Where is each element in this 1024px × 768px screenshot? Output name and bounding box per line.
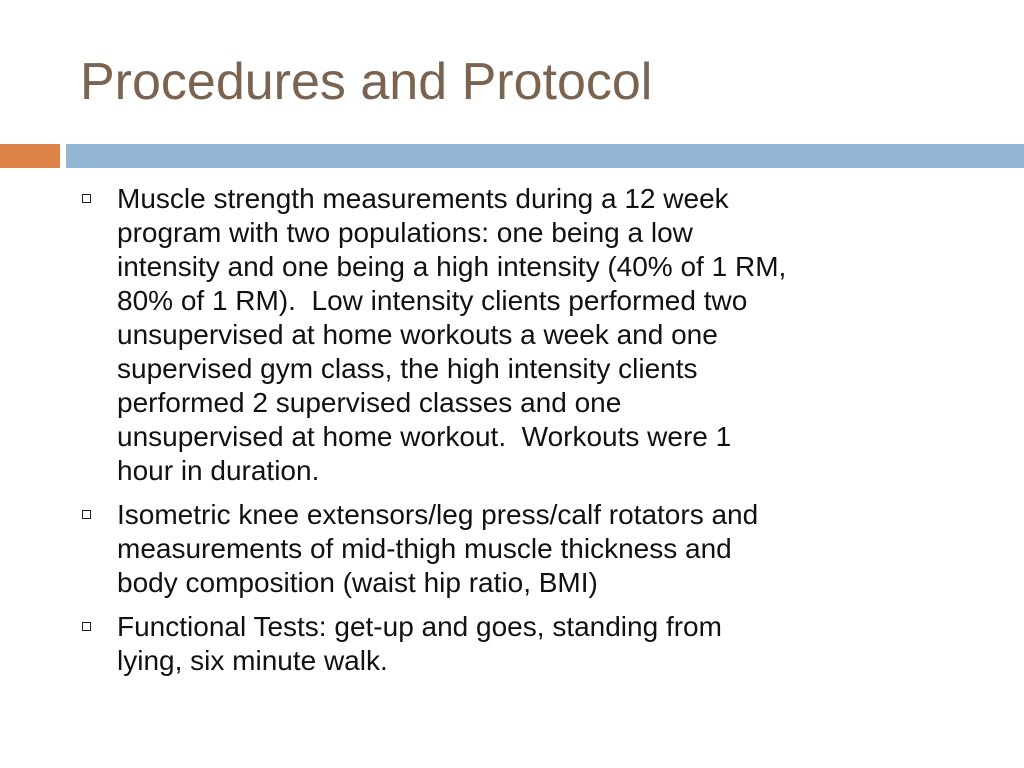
bullet-line: unsupervised at home workouts a week and one [117, 319, 718, 350]
hollow-square-bullet-icon [82, 194, 91, 203]
hollow-square-bullet-icon [82, 622, 91, 631]
bullet-list [82, 182, 982, 688]
bullet-line: supervised gym class, the high intensity clients [117, 353, 698, 384]
bullet-text [117, 498, 982, 600]
slide-title: Procedures and Protocol [80, 53, 653, 111]
bullet-line: lying, six minute walk. [117, 645, 388, 676]
title-accent-bar-blue [66, 144, 1024, 168]
bullet-line: Functional Tests: get-up and goes, standing from [117, 611, 722, 642]
bullet-line: intensity and one being a high intensity (40% of 1 RM, [117, 251, 787, 282]
bullet-line: unsupervised at home workout. Workouts were 1 [117, 421, 732, 452]
title-accent-bar-orange [0, 144, 60, 168]
bullet-line: Muscle strength measurements during a 12 week [117, 183, 729, 214]
bullet-line: measurements of mid-thigh muscle thickness and [117, 533, 732, 564]
bullet-line: program with two populations: one being a low [117, 217, 693, 248]
bullet-item-measurements [82, 498, 982, 600]
bullet-line: 80% of 1 RM). Low intensity clients performed two [117, 285, 748, 316]
bullet-text [117, 610, 982, 678]
bullet-line: hour in duration. [117, 455, 320, 486]
bullet-line: performed 2 supervised classes and one [117, 387, 622, 418]
bullet-line: Isometric knee extensors/leg press/calf rotators and [117, 499, 759, 530]
bullet-item-procedure [82, 182, 982, 488]
bullet-item-functional-tests [82, 610, 982, 678]
bullet-line: body composition (waist hip ratio, BMI) [117, 567, 598, 598]
hollow-square-bullet-icon [82, 510, 91, 519]
bullet-text [117, 182, 982, 488]
